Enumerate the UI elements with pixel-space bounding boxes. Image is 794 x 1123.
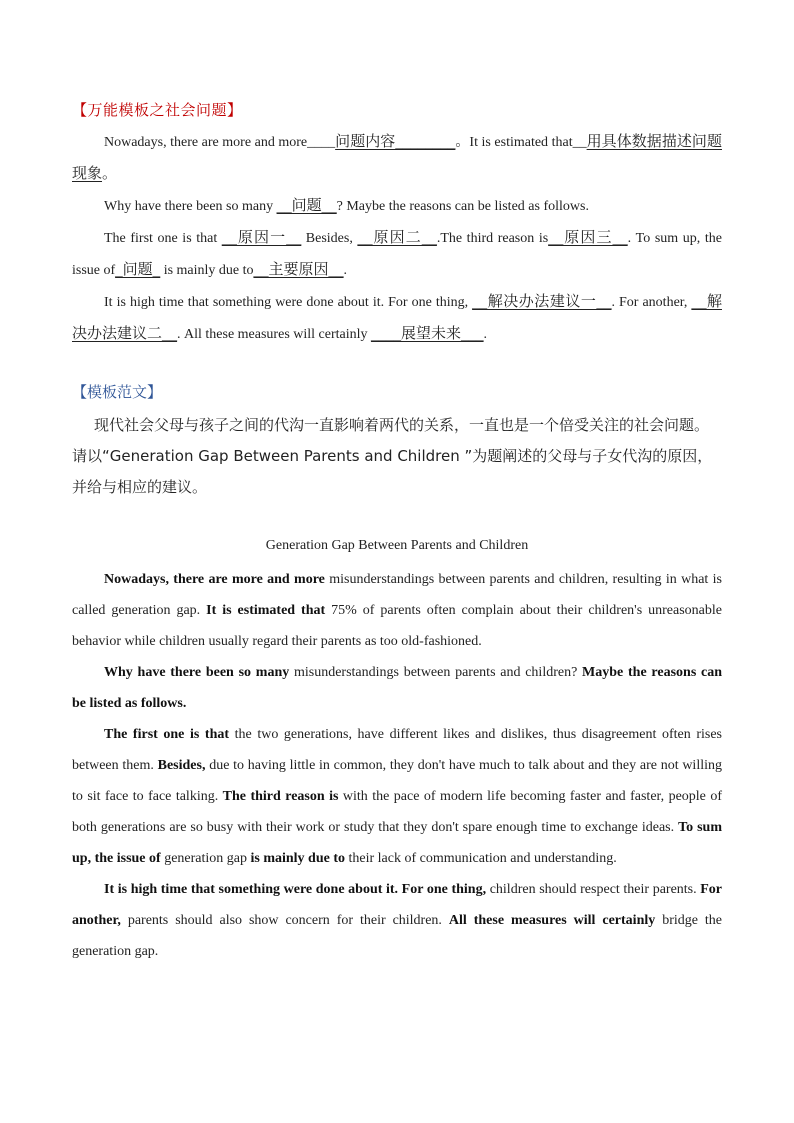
essay-body <box>72 564 722 967</box>
template-blank: __解决办法建议一__ <box>472 292 612 310</box>
template-blank: __原因一__ <box>221 228 302 246</box>
template-paragraph-1: Nowadays, there are more and more____问题内容________。It is estimated that__用具体数据描述问题现象。 <box>72 132 722 182</box>
sample-prompt: 现代社会父母与孩子之间的代沟一直影响着两代的关系，一直也是一个倍受关注的社会问题。请以“Generation Gap Between Parents and Children ”为题阐述的父母与子女代沟的原因，并给与相应的建议。 <box>72 416 713 496</box>
template-paragraph-2: Why have there been so many __问题__? Maybe the reasons can be listed as follows. <box>104 196 589 214</box>
template-blank: 用具体数据描述问题现象 <box>72 132 722 182</box>
essay-paragraph-1: Nowadays, there are more and more misunderstandings between parents and children, resulting in what is called generation gap. It is estimated that 75% of parents often complain about their children's unreasonable behavior while children usually regard their parents as too old-fashioned. <box>72 572 722 649</box>
essay-title: Generation Gap Between Parents and Children <box>265 538 529 553</box>
sample-heading: 【模板范文】 <box>72 383 163 401</box>
essay-paragraph-4: It is high time that something were done about it. For one thing, children should respect their parents. For another, parents should also show concern for their children. All these measures will certainly bridge the generation gap. <box>72 882 723 959</box>
template-blank: _问题_ <box>115 260 161 278</box>
template-heading: 【万能模板之社会问题】 <box>72 101 243 119</box>
template-blank: __主要原因__ <box>253 260 344 278</box>
template-blank: __原因二__ <box>357 228 437 246</box>
template-blank: __解决办法建议二__ <box>72 292 722 342</box>
template-body <box>72 126 722 350</box>
template-paragraph-4: It is high time that something were done about it. For one thing, __解决办法建议一__. For another, __解决办法建议二__. All these measures will certainly ____展望未来___. <box>72 292 722 342</box>
template-blank: __问题__ <box>276 196 337 214</box>
essay-paragraph-3: The first one is that the two generations, have different likes and dislikes, thus disagreement often rises between them. Besides, due to having little in common, they don't have much to talk about and they are not willing to sit face to face talking. The third reason is with the pace of modern life becoming faster and faster, people of both generations are so busy with their work or study that they don't spare enough time to exchange ideas. To sum up, the issue of generation gap is mainly due to their lack of communication and understanding. <box>72 727 722 866</box>
essay-paragraph-2: Why have there been so many misunderstandings between parents and children? Maybe the reasons can be listed as follows. <box>72 665 723 711</box>
template-blank: ____展望未来___ <box>371 324 484 342</box>
template-paragraph-3: The first one is that __原因一__ Besides, __原因二__.The third reason is__原因三__. To sum up, the issue of_问题_ is mainly due to__主要原因__. <box>72 228 722 278</box>
template-blank: 问题内容________ <box>335 132 456 150</box>
template-blank: __原因三__ <box>548 228 628 246</box>
